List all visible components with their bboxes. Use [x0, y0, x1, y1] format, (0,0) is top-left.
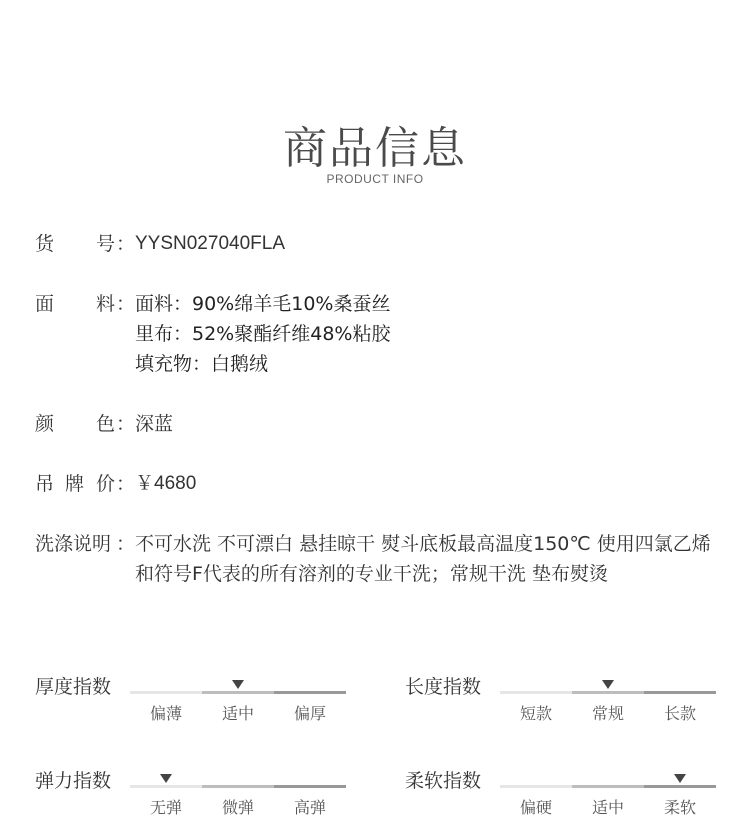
scale-segment	[130, 691, 202, 694]
scale-segment	[572, 691, 644, 694]
sku-value: YYSN027040FLA	[135, 233, 285, 254]
color-value: 深蓝	[135, 413, 174, 435]
color-label-char: 颜	[35, 413, 55, 435]
price-label-char: 价	[96, 473, 116, 495]
scale-option: 偏薄	[149, 704, 182, 723]
scale-segment	[644, 785, 716, 788]
scale-option: 长款	[663, 704, 696, 723]
price-label-char: 牌	[65, 473, 85, 495]
fabric-label-colon: ：	[116, 293, 136, 315]
index-name: 柔软指数	[405, 770, 482, 792]
sku-label-char: 货	[35, 233, 55, 255]
scale-option: 适中	[591, 798, 624, 817]
fabric-values	[135, 289, 390, 379]
wash-value: 不可水洗 不可漂白 悬挂晾干 熨斗底板最高温度150℃ 使用四氯乙烯和符号F代表的所有溶剂的专业干洗；常规干洗 垫布熨烫	[135, 533, 711, 585]
wash-label-colon: ：	[116, 533, 136, 555]
index-scale	[500, 767, 716, 817]
scale-option: 偏厚	[293, 704, 326, 723]
index-name: 弹力指数	[35, 770, 112, 792]
sku-label-char: 号	[96, 233, 116, 255]
scale-option: 常规	[591, 704, 624, 723]
index-scale	[130, 673, 346, 723]
page-subtitle: PRODUCT INFO	[326, 172, 424, 186]
fabric-label-char: 面	[35, 293, 55, 315]
color-label-char: 色	[96, 413, 116, 435]
scale-option: 柔软	[663, 798, 696, 817]
scale-option: 偏硬	[519, 798, 552, 817]
index-scale	[500, 673, 716, 723]
scale-option: 适中	[221, 704, 254, 723]
scale-segment	[644, 691, 716, 694]
fabric-line-filling: 填充物：白鹅绒	[135, 353, 269, 375]
scale-segment	[572, 785, 644, 788]
fabric-label-char: 料	[96, 293, 116, 315]
price-label-colon: ：	[116, 473, 136, 495]
fabric-line-lining: 里布：52%聚酯纤维48%粘胶	[135, 323, 391, 345]
level-marker-icon	[232, 680, 244, 689]
scale-segment	[274, 785, 346, 788]
price-value: ￥4680	[135, 473, 197, 494]
color-label-colon: ：	[116, 413, 136, 435]
scale-segment	[130, 785, 202, 788]
scale-option: 无弹	[149, 798, 182, 817]
fabric-line-shell: 面料：90%绵羊毛10%桑蚕丝	[135, 293, 391, 315]
scale-option: 短款	[519, 704, 552, 723]
wash-label-text: 洗涤说明	[35, 533, 112, 555]
index-name: 厚度指数	[35, 676, 112, 698]
page-title: 商品信息	[283, 123, 467, 174]
scale-option: 高弹	[293, 798, 326, 817]
scale-segment	[500, 785, 572, 788]
level-marker-icon	[674, 774, 686, 783]
scale-segment	[274, 691, 346, 694]
level-marker-icon	[160, 774, 172, 783]
scale-segment	[202, 691, 274, 694]
index-name: 长度指数	[405, 676, 482, 698]
sku-label-colon: ：	[116, 233, 136, 255]
level-marker-icon	[602, 680, 614, 689]
price-label-char: 吊	[35, 473, 55, 495]
scale-segment	[202, 785, 274, 788]
index-scale	[130, 767, 346, 817]
scale-segment	[500, 691, 572, 694]
scale-option: 微弹	[221, 798, 254, 817]
